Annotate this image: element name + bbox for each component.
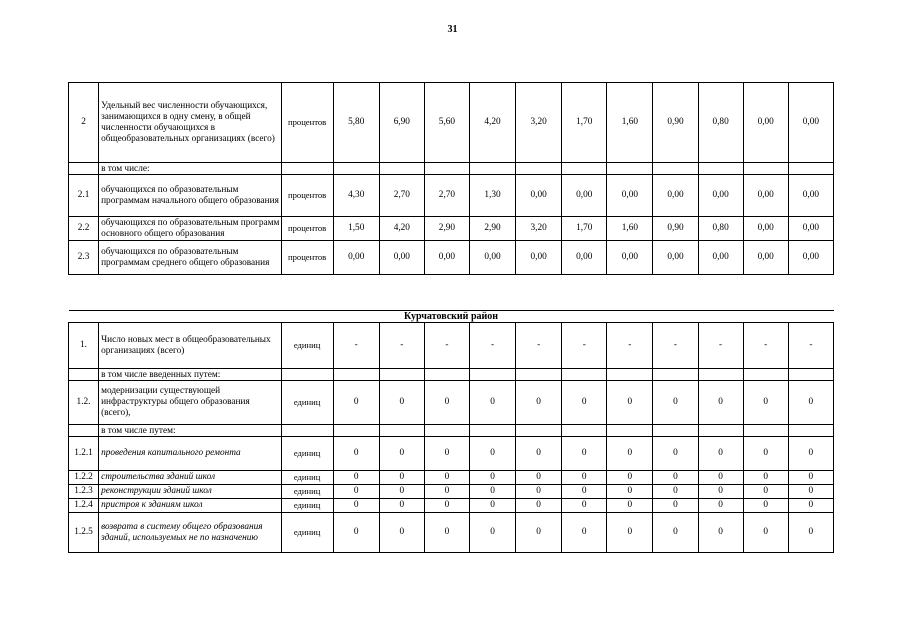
row-number: 2.2 [69,217,99,241]
value-cell: 0 [379,381,424,425]
row-description: обучающихся по образовательным программам начального общего образования [99,175,281,217]
row-number: 1.2.4 [69,499,99,513]
row-description: Удельный вес численности обучающихся, занимающихся в одну смену, в общей численности обучающихся в общеобразовательных организациях (всего) [99,83,281,163]
table-subheading-row [69,425,834,437]
row-unit: единиц [281,471,333,485]
value-cell [516,163,562,175]
value-cell: 0 [379,513,424,553]
value-cell: - [379,323,424,369]
table-row [69,381,834,425]
section-title: Курчатовский район [69,311,834,323]
value-cell: 0 [424,513,469,553]
value-cell: 6,90 [379,83,424,163]
value-cell: 0,00 [743,217,788,241]
table-row [69,471,834,485]
value-cell: 0 [516,485,562,499]
row-description: строительства зданий школ [99,471,281,485]
row-description: обучающихся по образовательным программ основного общего образования [99,217,281,241]
value-cell: 0 [653,499,698,513]
table-row [69,323,834,369]
row-unit: единиц [281,381,333,425]
page-number: 31 [447,24,458,35]
value-cell: 0 [698,471,743,485]
value-cell: 4,20 [470,83,516,163]
table-top-body [69,83,834,275]
value-cell: 5,60 [424,83,469,163]
value-cell: 0 [379,437,424,471]
value-cell: - [653,323,698,369]
value-cell: 0 [653,437,698,471]
row-description: модернизации существующей инфраструктуры общего образования (всего), [99,381,281,425]
value-cell [333,163,379,175]
value-cell: 2,70 [424,175,469,217]
value-cell: 0 [698,513,743,553]
value-cell [607,163,653,175]
value-cell: 0 [516,499,562,513]
value-cell: 0,80 [698,83,743,163]
value-cell: 0,00 [788,83,833,163]
table-row [69,217,834,241]
row-description: возврата в систему общего образования зданий, используемых не по назначению [99,513,281,553]
value-cell: 0 [607,437,653,471]
row-number: 2 [69,83,99,163]
indicators-table-bottom [68,310,834,553]
value-cell [424,425,469,437]
row-number: 2.1 [69,175,99,217]
value-cell: 0 [424,485,469,499]
value-cell: 0 [788,381,833,425]
value-cell [698,163,743,175]
value-cell: 0 [562,499,607,513]
table-bottom-body [69,311,834,553]
row-description: Число новых мест в общеобразовательных организациях (всего) [99,323,281,369]
row-description: в том числе введенных путем: [99,369,281,381]
table-row [69,513,834,553]
table-row [69,437,834,471]
value-cell: 0,00 [788,175,833,217]
value-cell: 0 [698,499,743,513]
indicators-table-top [68,82,834,275]
value-cell: 0 [653,381,698,425]
row-number: 1.2. [69,381,99,425]
value-cell: 0 [653,471,698,485]
value-cell: 4,20 [379,217,424,241]
value-cell [743,163,788,175]
value-cell: 0 [743,437,788,471]
value-cell: 0 [516,471,562,485]
value-cell: 0 [653,513,698,553]
value-cell: 0,00 [607,241,653,275]
value-cell: 0,00 [470,241,516,275]
value-cell: 0 [607,381,653,425]
value-cell: 0 [562,437,607,471]
value-cell: 0 [698,437,743,471]
section-row [69,311,834,323]
value-cell [516,369,562,381]
value-cell: 2,70 [379,175,424,217]
value-cell: 0 [333,381,379,425]
value-cell: 0,00 [424,241,469,275]
value-cell [333,369,379,381]
value-cell: 4,30 [333,175,379,217]
table-row [69,485,834,499]
value-cell: 0 [516,513,562,553]
row-number: 1. [69,323,99,369]
value-cell: 0 [562,381,607,425]
value-cell: 0 [469,499,515,513]
row-unit: единиц [281,499,333,513]
row-number: 1.2.5 [69,513,99,553]
value-cell [516,425,562,437]
value-cell [788,425,833,437]
value-cell: 0 [698,381,743,425]
table-row [69,83,834,163]
value-cell: 0 [333,485,379,499]
row-unit [281,163,333,175]
value-cell: 0 [788,485,833,499]
value-cell [788,369,833,381]
value-cell: 0 [379,471,424,485]
value-cell: 0,00 [743,175,788,217]
value-cell: 0 [788,499,833,513]
row-unit: процентов [281,83,333,163]
value-cell: 5,80 [333,83,379,163]
value-cell [607,425,653,437]
value-cell: 0,00 [743,241,788,275]
row-description: обучающихся по образовательным программам среднего общего образования [99,241,281,275]
value-cell: - [516,323,562,369]
row-description: реконструкции зданий школ [99,485,281,499]
value-cell: 0,00 [562,241,607,275]
row-unit [281,425,333,437]
row-unit: единиц [281,323,333,369]
value-cell: 0 [607,513,653,553]
row-unit: процентов [281,217,333,241]
value-cell [698,425,743,437]
value-cell: 0 [424,471,469,485]
value-cell: 0 [379,485,424,499]
value-cell: 0 [333,513,379,553]
value-cell [743,425,788,437]
value-cell: 0,00 [607,175,653,217]
value-cell: 0,00 [333,241,379,275]
value-cell: 0 [516,437,562,471]
value-cell: - [698,323,743,369]
value-cell [743,369,788,381]
table-subheading-row [69,369,834,381]
value-cell [698,369,743,381]
value-cell: 0,00 [516,241,562,275]
value-cell: 0 [562,471,607,485]
value-cell: 0,00 [788,217,833,241]
value-cell: 0,00 [516,175,562,217]
value-cell: 0 [788,437,833,471]
value-cell: 0 [516,381,562,425]
value-cell: 1,30 [470,175,516,217]
value-cell [424,163,469,175]
row-number [69,163,99,175]
value-cell: 0 [743,499,788,513]
value-cell: 0 [333,437,379,471]
row-number: 2.3 [69,241,99,275]
value-cell [788,163,833,175]
value-cell: 0,00 [698,175,743,217]
value-cell: 0 [469,437,515,471]
value-cell: - [743,323,788,369]
value-cell: 1,50 [333,217,379,241]
value-cell: 0 [607,499,653,513]
value-cell: 0 [743,471,788,485]
row-unit: единиц [281,485,333,499]
value-cell: 0 [469,513,515,553]
value-cell: - [607,323,653,369]
value-cell: 0 [743,513,788,553]
value-cell: 2,90 [424,217,469,241]
value-cell [470,163,516,175]
value-cell [379,369,424,381]
value-cell [469,369,515,381]
value-cell: - [562,323,607,369]
row-number [69,425,99,437]
row-number: 1.2.2 [69,471,99,485]
row-number: 1.2.3 [69,485,99,499]
row-description: проведения капитального ремонта [99,437,281,471]
value-cell: 0 [607,485,653,499]
value-cell: 0 [469,381,515,425]
value-cell: - [424,323,469,369]
value-cell: 1,70 [562,217,607,241]
row-unit: процентов [281,241,333,275]
value-cell [424,369,469,381]
value-cell: 1,60 [607,217,653,241]
value-cell: 0 [424,499,469,513]
value-cell: 0 [562,513,607,553]
table-row [69,175,834,217]
value-cell: 0,00 [743,83,788,163]
value-cell: 0 [469,485,515,499]
value-cell [653,369,698,381]
value-cell [653,163,698,175]
value-cell: 0 [788,471,833,485]
value-cell [653,425,698,437]
row-number: 1.2.1 [69,437,99,471]
value-cell: 1,60 [607,83,653,163]
row-unit: процентов [281,175,333,217]
value-cell [379,163,424,175]
value-cell: 0,00 [653,175,698,217]
value-cell: 0 [653,485,698,499]
value-cell: 0 [379,499,424,513]
row-number [69,369,99,381]
value-cell: 0,00 [698,241,743,275]
value-cell: 0 [607,471,653,485]
value-cell: 0,00 [379,241,424,275]
value-cell: 0,00 [653,241,698,275]
value-cell: 0 [333,471,379,485]
value-cell: 0 [562,485,607,499]
value-cell: 0 [424,437,469,471]
value-cell: 3,20 [516,83,562,163]
value-cell: 0 [333,499,379,513]
value-cell: 0 [424,381,469,425]
value-cell: 0,00 [562,175,607,217]
value-cell: 3,20 [516,217,562,241]
value-cell: 0 [788,513,833,553]
table-row [69,241,834,275]
value-cell [333,425,379,437]
value-cell [562,425,607,437]
row-description: в том числе: [99,163,281,175]
table-subheading-row [69,163,834,175]
value-cell: 0 [698,485,743,499]
row-description: пристроя к зданиям школ [99,499,281,513]
value-cell: 0 [469,471,515,485]
value-cell [562,163,607,175]
value-cell: 0,80 [698,217,743,241]
value-cell: - [469,323,515,369]
value-cell: 0,90 [653,217,698,241]
row-unit: единиц [281,437,333,471]
row-description: в том числе путем: [99,425,281,437]
value-cell [469,425,515,437]
table-row [69,499,834,513]
value-cell: - [788,323,833,369]
value-cell: - [333,323,379,369]
value-cell: 2,90 [470,217,516,241]
value-cell: 0 [743,485,788,499]
value-cell: 0,90 [653,83,698,163]
value-cell: 0 [743,381,788,425]
value-cell [379,425,424,437]
value-cell [607,369,653,381]
row-unit [281,369,333,381]
value-cell [562,369,607,381]
value-cell: 0,00 [788,241,833,275]
row-unit: единиц [281,513,333,553]
value-cell: 1,70 [562,83,607,163]
